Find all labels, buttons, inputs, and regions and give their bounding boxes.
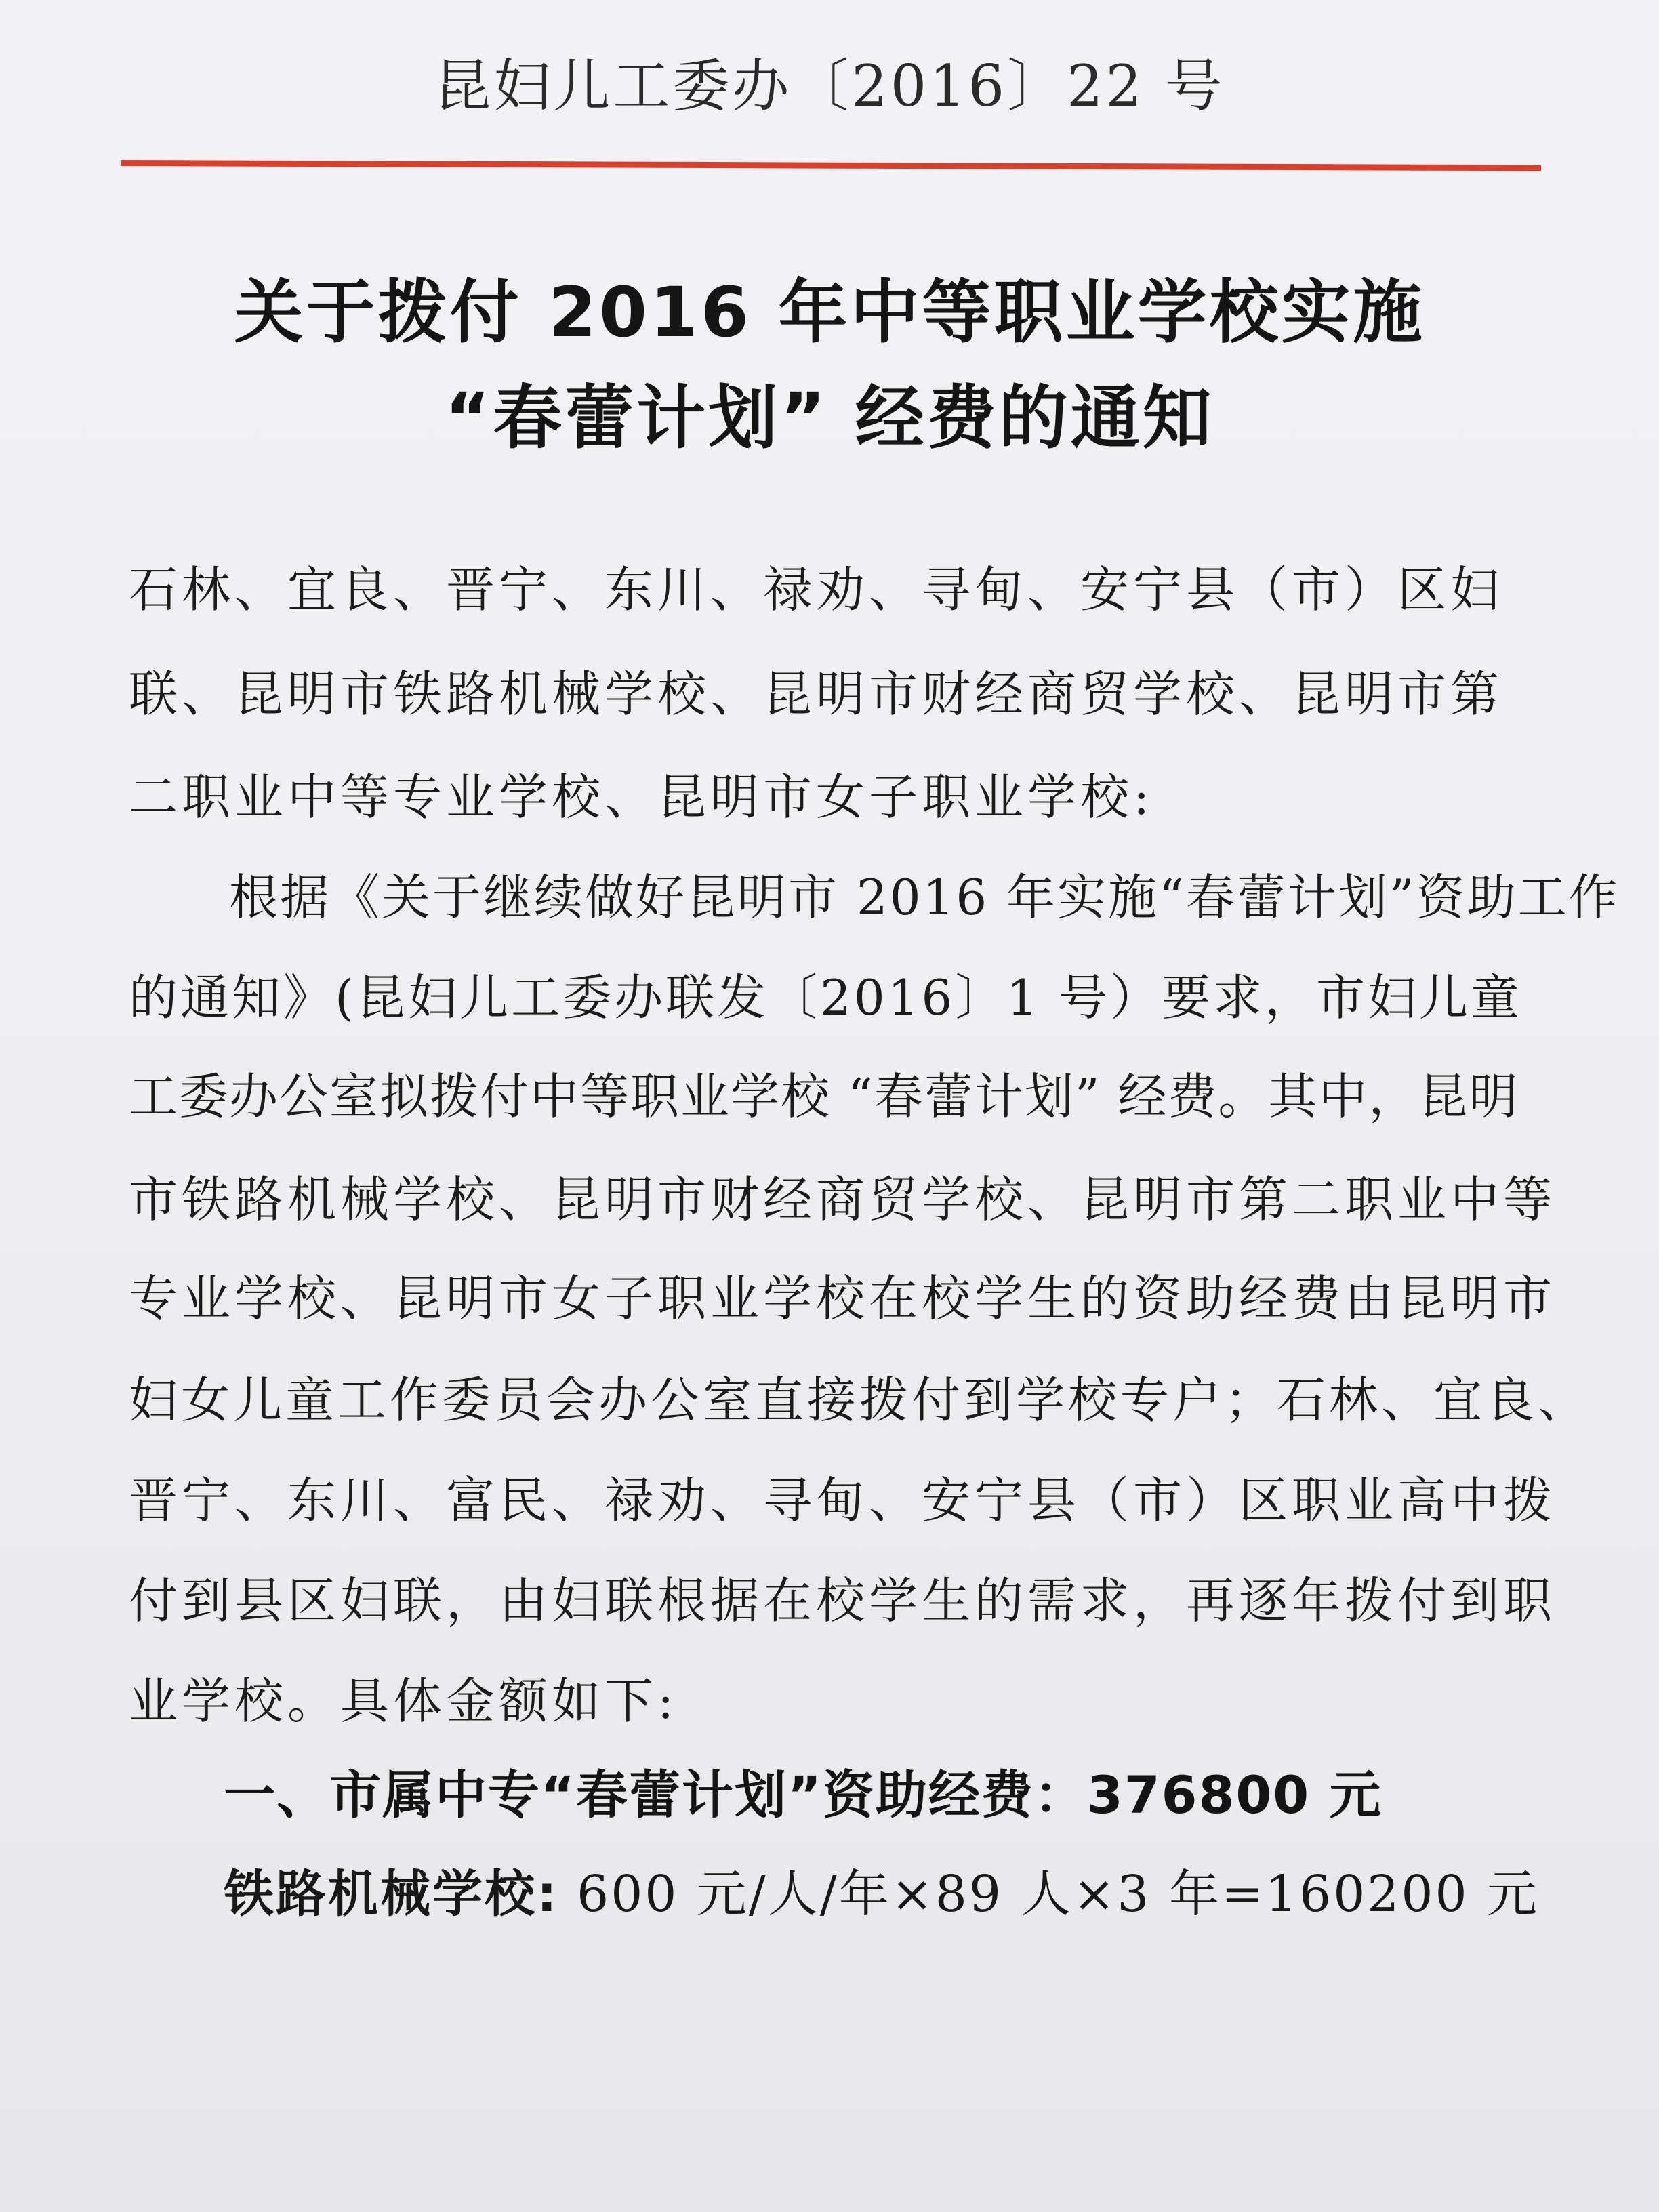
funding-item-railway-school <box>224 1854 1539 1926</box>
body-line: 付到县区妇联，由妇联根据在校学生的需求，再逐年拨付到职 <box>129 1572 1557 1629</box>
school-name: 铁路机械学校: <box>224 1865 559 1923</box>
body-line: 市铁路机械学校、昆明市财经商贸学校、昆明市第二职业中等 <box>129 1171 1557 1228</box>
body-line: 专业学校、昆明市女子职业学校在校学生的资助经费由昆明市 <box>129 1270 1557 1327</box>
red-header-rule <box>121 160 1541 171</box>
body-line: 石林、宜良、晋宁、东川、禄劝、寻甸、安宁县（市）区妇 <box>129 561 1504 618</box>
body-line: 联、昆明市铁路机械学校、昆明市财经商贸学校、昆明市第 <box>129 665 1504 722</box>
funding-formula: 600 元/人/年×89 人×3 年=160200 元 <box>558 1865 1540 1923</box>
body-line: 的通知》(昆妇儿工委办联发〔2016〕1 号）要求，市妇儿童 <box>129 969 1523 1026</box>
document-title-line-1: 关于拨付 2016 年中等职业学校实施 <box>234 272 1425 353</box>
body-line: 业学校。具体金额如下: <box>129 1673 678 1729</box>
body-line: 晋宁、东川、富民、禄劝、寻甸、安宁县（市）区职业高中拨 <box>129 1472 1557 1529</box>
body-line: 工委办公室拟拨付中等职业学校 “春蕾计划” 经费。其中，昆明 <box>129 1068 1519 1125</box>
document-title-line-2: “春蕾计划” 经费的通知 <box>445 378 1214 459</box>
body-line: 根据《关于继续做好昆明市 2016 年实施“春蕾计划”资助工作 <box>229 869 1620 926</box>
document-number: 昆妇儿工委办〔2016〕22 号 <box>434 53 1225 119</box>
body-line: 二职业中等专业学校、昆明市女子职业学校: <box>129 769 1154 825</box>
section-heading-funding: 一、市属中专“春蕾计划”资助经费：376800 元 <box>224 1765 1382 1825</box>
body-line: 妇女儿童工作委员会办公室直接拨付到学校专户；石林、宜良、 <box>129 1372 1591 1429</box>
